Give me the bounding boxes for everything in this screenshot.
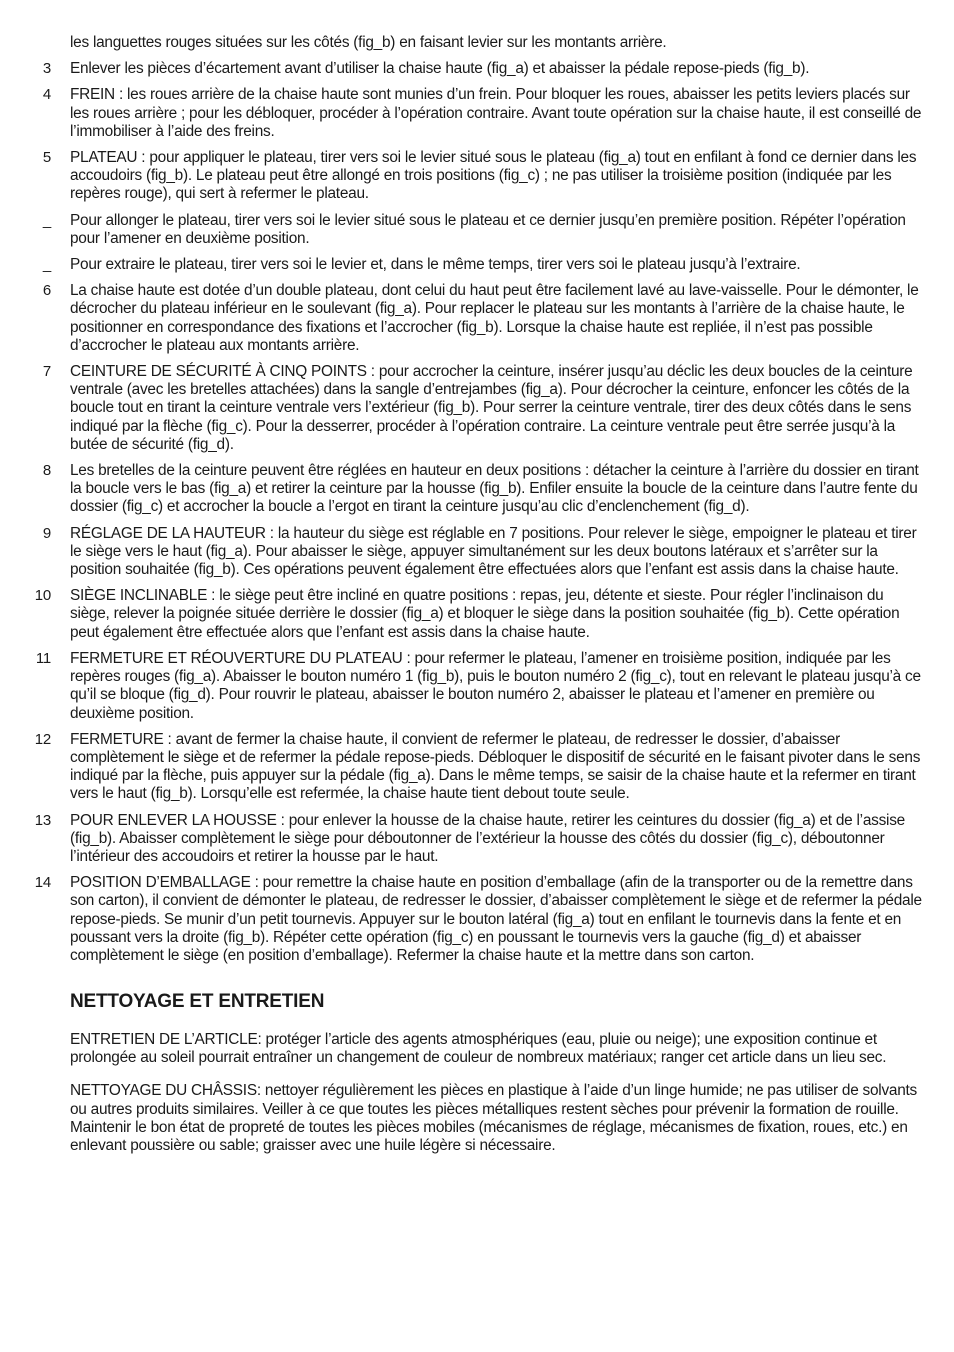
list-item-10 <box>0 587 954 642</box>
item-text: PLATEAU : pour appliquer le plateau, tirer vers soi le levier situé sous le plateau (fig_a) tout en enfilant à fond ce dernier dans les accoudoirs (fig_b). Le plateau peut être allongé en trois positions (fig_c) ; ne pas utiliser la troisième position (indiquée par les repères rouge), qui sert à refermer le plateau. <box>70 149 917 203</box>
list-item-6 <box>0 282 954 355</box>
item-number: 3 <box>42 60 51 78</box>
item-text: POUR ENLEVER LA HOUSSE : pour enlever la housse de la chaise haute, retirer les ceintures du dossier (fig_a) et de l’assise (fig_b). Abaisser complètement le siège pour déboutonner de l’extérieur la housse des côtés du dossier (fig_c), déboutonner l’intérieur des accoudoirs et retirer la housse par le haut. <box>70 811 905 865</box>
item-text: Enlever les pièces d’écartement avant d’utiliser la chaise haute (fig_a) et abaisser la pédale repose-pieds (fig_b). <box>70 60 810 78</box>
list-item-9 <box>0 525 954 580</box>
item-text: Pour extraire le plateau, tirer vers soi le levier et, dans le même temps, tirer vers soi le plateau jusqu’à l’extraire. <box>70 256 801 274</box>
list-item-14 <box>0 874 954 965</box>
list-item-7 <box>0 363 954 454</box>
item-text: La chaise haute est dotée d’un double plateau, dont celui du haut peut être facilement lavé au lave-vaisselle. Pour le démonter, le décrocher du plateau inférieur en le soulevant (fig_a). Pour replacer le plateau sur les montants à l’arrière de la chaise haute, le positionner en correspondance des fixations et l’accrocher (fig_b). Lorsque la chaise haute est repliée, il n’est pas possible d’accrocher le plateau aux montants arrière. <box>70 282 919 354</box>
item-number: 10 <box>34 587 51 605</box>
item-text: RÉGLAGE DE LA HAUTEUR : la hauteur du siège est réglable en 7 positions. Pour relever le siège, empoigner le plateau et tirer le siège vers le haut (fig_a). Pour abaisser le siège, appuyer simultanément sur les deux boutons latéraux et s’arrêter sur la position souhaitée (fig_b). Ces opérations peuvent également être effectuées alors que l’enfant est assis dans la chaise haute. <box>70 524 917 579</box>
item-number: 9 <box>42 524 51 542</box>
item-number: 13 <box>34 811 51 829</box>
list-item-13 <box>0 812 954 867</box>
continuation-text: les languettes rouges situées sur les côtés (fig_b) en faisant levier sur les montants arrière. <box>70 34 667 51</box>
item-number: _ <box>42 211 51 229</box>
item-text: Les bretelles de la ceinture peuvent être réglées en hauteur en deux positions : détacher la ceinture à l’arrière du dossier en tirant la boucle vers le bas (fig_a) et retirer la ceinture par la housse (fig_b). Enfiler ensuite la boucle de la ceinture dans l’autre fente du dossier (fig_c) et accrocher la boucle a l’ergot en tirant la ceinture jusqu’au clic d’enclenchement (fig_d). <box>70 462 919 516</box>
item-number: 14 <box>34 874 51 892</box>
document-body <box>0 34 954 1163</box>
list-item-sub-a <box>0 212 954 248</box>
item-text: Pour allonger le plateau, tirer vers soi le levier situé sous le plateau et ce dernier jusqu’en première position. Répéter l’opération pour l’amener en deuxième position. <box>70 211 906 247</box>
list-item-sub-b <box>0 256 954 274</box>
list-item-4 <box>0 86 954 141</box>
list-item-5 <box>0 149 954 204</box>
item-number: 5 <box>42 149 51 167</box>
item-text: POSITION D’EMBALLAGE : pour remettre la chaise haute en position d’emballage (afin de la transporter ou de la remettre dans son carton), il convient de démonter le plateau, de redresser le dossier, d’abaisser complètement le siège et de refermer la pédale repose-pieds. Se munir d’un petit tournevis. Appuyer sur le bouton latéral (fig_a) tout en enfilant le tournevis dans la fente et en poussant vers la droite (fig_b). Répéter cette opération (fig_c) en poussant le tournevis vers la gauche (fig_d) et abaisser complètement le siège (en position d’emballage). Refermer la chaise haute et la mettre dans son carton. <box>70 874 922 964</box>
item-number: 4 <box>42 86 51 104</box>
item-number: _ <box>42 256 51 274</box>
list-item-8 <box>0 462 954 517</box>
cleaning-paragraph: NETTOYAGE DU CHÂSSIS: nettoyer régulièrement les pièces en plastique à l’aide d’un linge humide; ne pas utiliser de solvants ou autres produits similaires. Veiller à ce que toutes les pièces métalliques restent sèches pour prévenir la formation de rouille. Maintenir le bon état de propreté de toutes les pièces mobiles (mécanismes de réglage, mécanismes de fixation, roues, etc.) en enlevant poussière ou sable; graisser avec une huile légère si nécessaire. <box>70 1082 917 1154</box>
maintenance-paragraph: ENTRETIEN DE L’ARTICLE: protéger l’article des agents atmosphériques (eau, pluie ou neige); une exposition continue et prolongée au soleil pourrait entraîner un changement de couleur de nombreux matériaux; ranger cet article dans un lieu sec. <box>70 1030 887 1066</box>
item-text: FERMETURE : avant de fermer la chaise haute, il convient de refermer le plateau, de redresser le dossier, d’abaisser complètement le siège et de refermer la pédale repose-pieds. Débloquer le dispositif de sécurité en le faisant pivoter dans le sens indiqué par la flèche, puis appuyer sur la pédale (fig_a). Dans le même temps, se saisir de la chaise haute et la refermer en tirant vers le haut (fig_b). Lorsqu’elle est refermée, la chaise haute tient debout toute seule. <box>70 730 921 803</box>
continuation-item <box>0 34 954 52</box>
item-text: CEINTURE DE SÉCURITÉ À CINQ POINTS : pour accrocher la ceinture, insérer jusqu’au déclic les deux boucles de la ceinture ventrale (avec les bretelles attachées) dans la sangle d’entrejambes (fig_a). Pour décrocher la ceinture, enfoncer les côtés de la boucle tout en tirant la ceinture ventrale vers l’extérieur (fig_b). Pour serrer la ceinture ventrale, tirer des deux côtés dans le sens indiqué par la flèche (fig_c). Pour la desserrer, procéder à l’opération contraire. La ceinture ventrale peut être serrée jusqu’à la butée de sécurité (fig_d). <box>70 363 913 453</box>
item-number: 8 <box>42 462 51 480</box>
list-item-12 <box>0 731 954 804</box>
item-text: FERMETURE ET RÉOUVERTURE DU PLATEAU : pour refermer le plateau, l’amener en troisième position, indiquée par les repères rouges (fig_a). Abaisser le bouton numéro 1 (fig_b), puis le bouton numéro 2 (fig_c), tout en relevant le plateau jusqu’à ce qu’il se bloque (fig_d). Pour rouvrir le plateau, abaisser le bouton numéro 2, abaisser le plateau et l’amener en première ou deuxième position. <box>70 649 921 722</box>
item-number: 7 <box>42 363 51 381</box>
item-number: 11 <box>35 649 51 667</box>
list-item-3 <box>0 60 954 78</box>
list-item-11 <box>0 650 954 723</box>
item-number: 12 <box>34 730 51 748</box>
item-number: 6 <box>42 282 51 300</box>
item-text: SIÈGE INCLINABLE : le siège peut être incliné en quatre positions : repas, jeu, détente et sieste. Pour régler l’inclinaison du siège, relever la poignée située derrière le dossier (fig_a) et bloquer le siège dans la position souhaitée (fig_b). Cette opération peut également être effectuée alors que l’enfant est assis dans la chaise haute. <box>70 587 900 641</box>
item-text: FREIN : les roues arrière de la chaise haute sont munies d’un frein. Pour bloquer les roues, abaisser les petits leviers placés sur les roues arrière ; pour les débloquer, procéder à l’opération contraire. Avant toute opération sur la chaise haute, il est conseillé de l’immobiliser à l’aide des freins. <box>70 86 922 140</box>
section-heading: NETTOYAGE ET ENTRETIEN <box>70 991 325 1013</box>
